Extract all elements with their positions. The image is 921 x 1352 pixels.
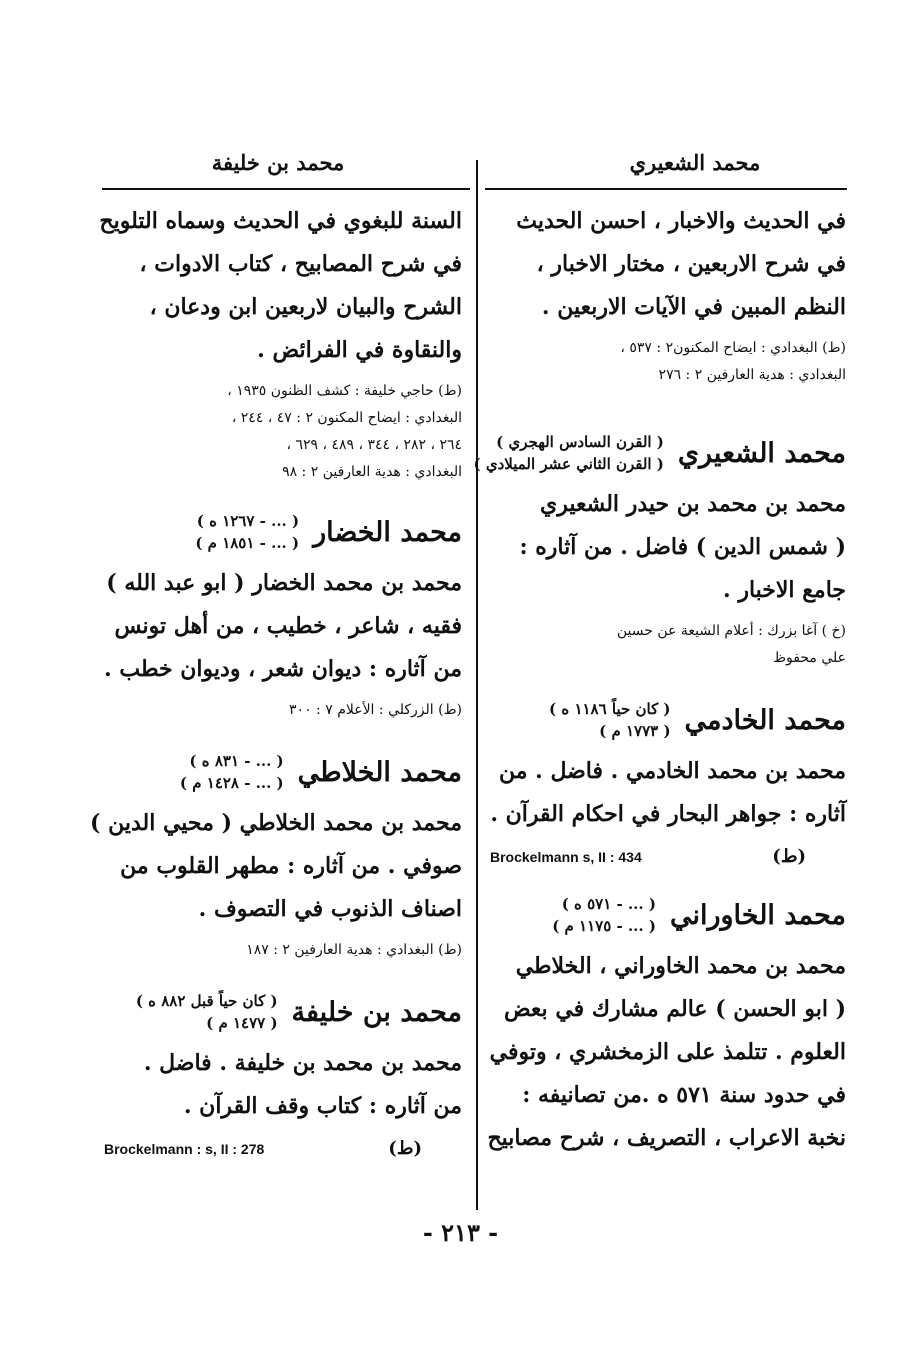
body-line: الشرح والبيان لاربعين ابن ودعان ، bbox=[149, 294, 462, 320]
body-line: ( شمس الدين ) فاضل . من آثاره : bbox=[519, 534, 846, 560]
body-line: في شرح الاربعين ، مختار الاخبار ، bbox=[536, 251, 846, 277]
entry bbox=[104, 510, 462, 724]
entry bbox=[490, 698, 846, 867]
reference-line: ٢٦٤ ، ٢٨٢ ، ٣٤٤ ، ٤٨٩ ، ٦٢٩ ، bbox=[286, 437, 462, 453]
body-line: نخبة الاعراب ، التصريف ، شرح مصابيح bbox=[487, 1125, 846, 1151]
reference-line: البغدادي : هدية العارفين ٢ : ٩٨ bbox=[282, 464, 462, 480]
date-hijri: ( ... - ٨٣١ ه ) bbox=[189, 752, 284, 770]
body-line: في حدود سنة ٥٧١ ه .من تصانيفه : bbox=[522, 1082, 846, 1108]
left-column bbox=[90, 200, 462, 1159]
body-line: محمد بن محمد الخادمي . فاضل . من bbox=[498, 758, 846, 784]
header-left: محمد بن خليفة bbox=[211, 150, 345, 175]
intro-block bbox=[99, 200, 462, 486]
header-rule-right bbox=[485, 188, 847, 190]
date-hijri: ( ... - ٥٧١ ه ) bbox=[561, 895, 656, 913]
body-line: محمد بن محمد الخلاطي ( محيي الدين ) bbox=[90, 810, 462, 836]
page-number: - ٢١٣ - bbox=[422, 1218, 499, 1247]
reference-code: (ط) bbox=[772, 846, 806, 867]
body-line: ( ابو الحسن ) عالم مشارك في بعض bbox=[503, 996, 846, 1022]
date-gregorian: ( ١٧٧٣ م ) bbox=[599, 722, 671, 740]
body-line: فقيه ، شاعر ، خطيب ، من أهل تونس bbox=[114, 613, 462, 639]
body-line: محمد بن محمد بن حيدر الشعيري bbox=[539, 491, 846, 517]
entry-heading bbox=[104, 750, 462, 794]
right-column bbox=[473, 200, 846, 1160]
date-hijri: ( كان حياً قبل ٨٨٢ ه ) bbox=[135, 992, 278, 1010]
date-gregorian: ( ١٤٧٧ م ) bbox=[206, 1014, 278, 1032]
reference-line: (خ ) آغا بزرك : أعلام الشيعة عن حسين bbox=[616, 623, 846, 639]
body-line: آثاره : جواهر البحار في احكام القرآن . bbox=[490, 801, 846, 827]
entry-name: محمد الخضار bbox=[313, 516, 462, 548]
entry-dates bbox=[180, 750, 284, 794]
header-rule-left bbox=[102, 188, 470, 190]
date-gregorian: ( ... - ١٨٥١ م ) bbox=[195, 534, 300, 552]
body-line: من آثاره : كتاب وقف القرآن . bbox=[183, 1093, 462, 1119]
entry-name: محمد الخاوراني bbox=[669, 899, 846, 931]
body-line: محمد بن محمد الخاوراني ، الخلاطي bbox=[515, 953, 846, 979]
reference-line: (ط) البغدادي : ايضاح المكنون٢ : ٥٣٧ ، bbox=[620, 340, 846, 356]
entry-heading bbox=[104, 510, 462, 554]
latin-reference-text: Brockelmann s, II : 434 bbox=[490, 848, 642, 865]
reference-line: البغدادي : هدية العارفين ٢ : ٢٧٦ bbox=[658, 367, 846, 383]
body-line: صوفي . من آثاره : مطهر القلوب من bbox=[120, 853, 462, 879]
entry-dates bbox=[474, 431, 664, 475]
reference-line: (ط) حاجي خليفة : كشف الظنون ١٩٣٥ ، bbox=[227, 383, 462, 399]
reference-line: (ط) البغدادي : هدية العارفين ٢ : ١٨٧ bbox=[246, 942, 462, 958]
date-gregorian: ( القرن الثاني عشر الميلادي ) bbox=[473, 455, 664, 473]
entry bbox=[473, 431, 846, 672]
header-right: محمد الشعيري bbox=[629, 150, 761, 175]
entry-heading bbox=[104, 990, 462, 1034]
date-gregorian: ( ... - ١١٧٥ م ) bbox=[552, 917, 656, 935]
date-hijri: ( كان حياً ١١٨٦ ه ) bbox=[549, 700, 671, 718]
date-hijri: ( القرن السادس الهجري ) bbox=[496, 433, 664, 451]
body-line: النظم المبين في الآيات الاربعين . bbox=[541, 294, 846, 320]
entry-name: محمد الخلاطي bbox=[297, 756, 462, 788]
body-line: في شرح المصابيح ، كتاب الادوات ، bbox=[139, 251, 462, 277]
latin-reference-text: Brockelmann : s, II : 278 bbox=[104, 1140, 265, 1157]
entry-dates bbox=[549, 698, 671, 742]
entry bbox=[90, 750, 462, 964]
entry-name: محمد الخادمي bbox=[684, 704, 846, 736]
body-line: العلوم . تتلمذ على الزمخشري ، وتوفي bbox=[489, 1039, 846, 1065]
date-gregorian: ( ... - ١٤٢٨ م ) bbox=[179, 774, 284, 792]
entry-dates bbox=[552, 893, 656, 937]
entry-dates bbox=[136, 990, 278, 1034]
body-line: محمد بن محمد الخضار ( ابو عبد الله ) bbox=[106, 570, 462, 596]
entry-name: محمد بن خليفة bbox=[291, 996, 462, 1028]
entry bbox=[487, 893, 846, 1160]
body-line: من آثاره : ديوان شعر ، وديوان خطب . bbox=[104, 656, 462, 682]
entry-heading bbox=[473, 431, 846, 475]
body-line: محمد بن محمد بن خليفة . فاضل . bbox=[143, 1050, 462, 1076]
latin-reference bbox=[104, 1138, 462, 1159]
reference-line: علي محفوظ bbox=[773, 650, 846, 666]
reference-line: (ط) الزركلي : الأعلام ٧ : ٣٠٠ bbox=[289, 702, 462, 718]
latin-reference bbox=[490, 846, 846, 867]
date-hijri: ( ... - ١٢٦٧ ه ) bbox=[196, 512, 300, 530]
entry-dates bbox=[195, 510, 299, 554]
body-line: السنة للبغوي في الحديث وسماه التلويح bbox=[99, 208, 462, 234]
column-divider bbox=[476, 160, 478, 1210]
entry bbox=[104, 990, 462, 1159]
entry-heading bbox=[490, 893, 846, 937]
entry-name: محمد الشعيري bbox=[677, 437, 846, 469]
body-line: والنقاوة في الفرائض . bbox=[257, 337, 462, 363]
body-line: اصناف الذنوب في التصوف . bbox=[198, 896, 462, 922]
reference-code: (ط) bbox=[388, 1138, 422, 1159]
entry-heading bbox=[490, 698, 846, 742]
body-line: جامع الاخبار . bbox=[723, 577, 846, 603]
intro-block bbox=[490, 200, 846, 389]
reference-line: البغدادي : ايضاح المكنون ٢ : ٤٧ ، ٢٤٤ ، bbox=[231, 410, 462, 426]
body-line: في الحديث والاخبار ، احسن الحديث bbox=[516, 208, 846, 234]
